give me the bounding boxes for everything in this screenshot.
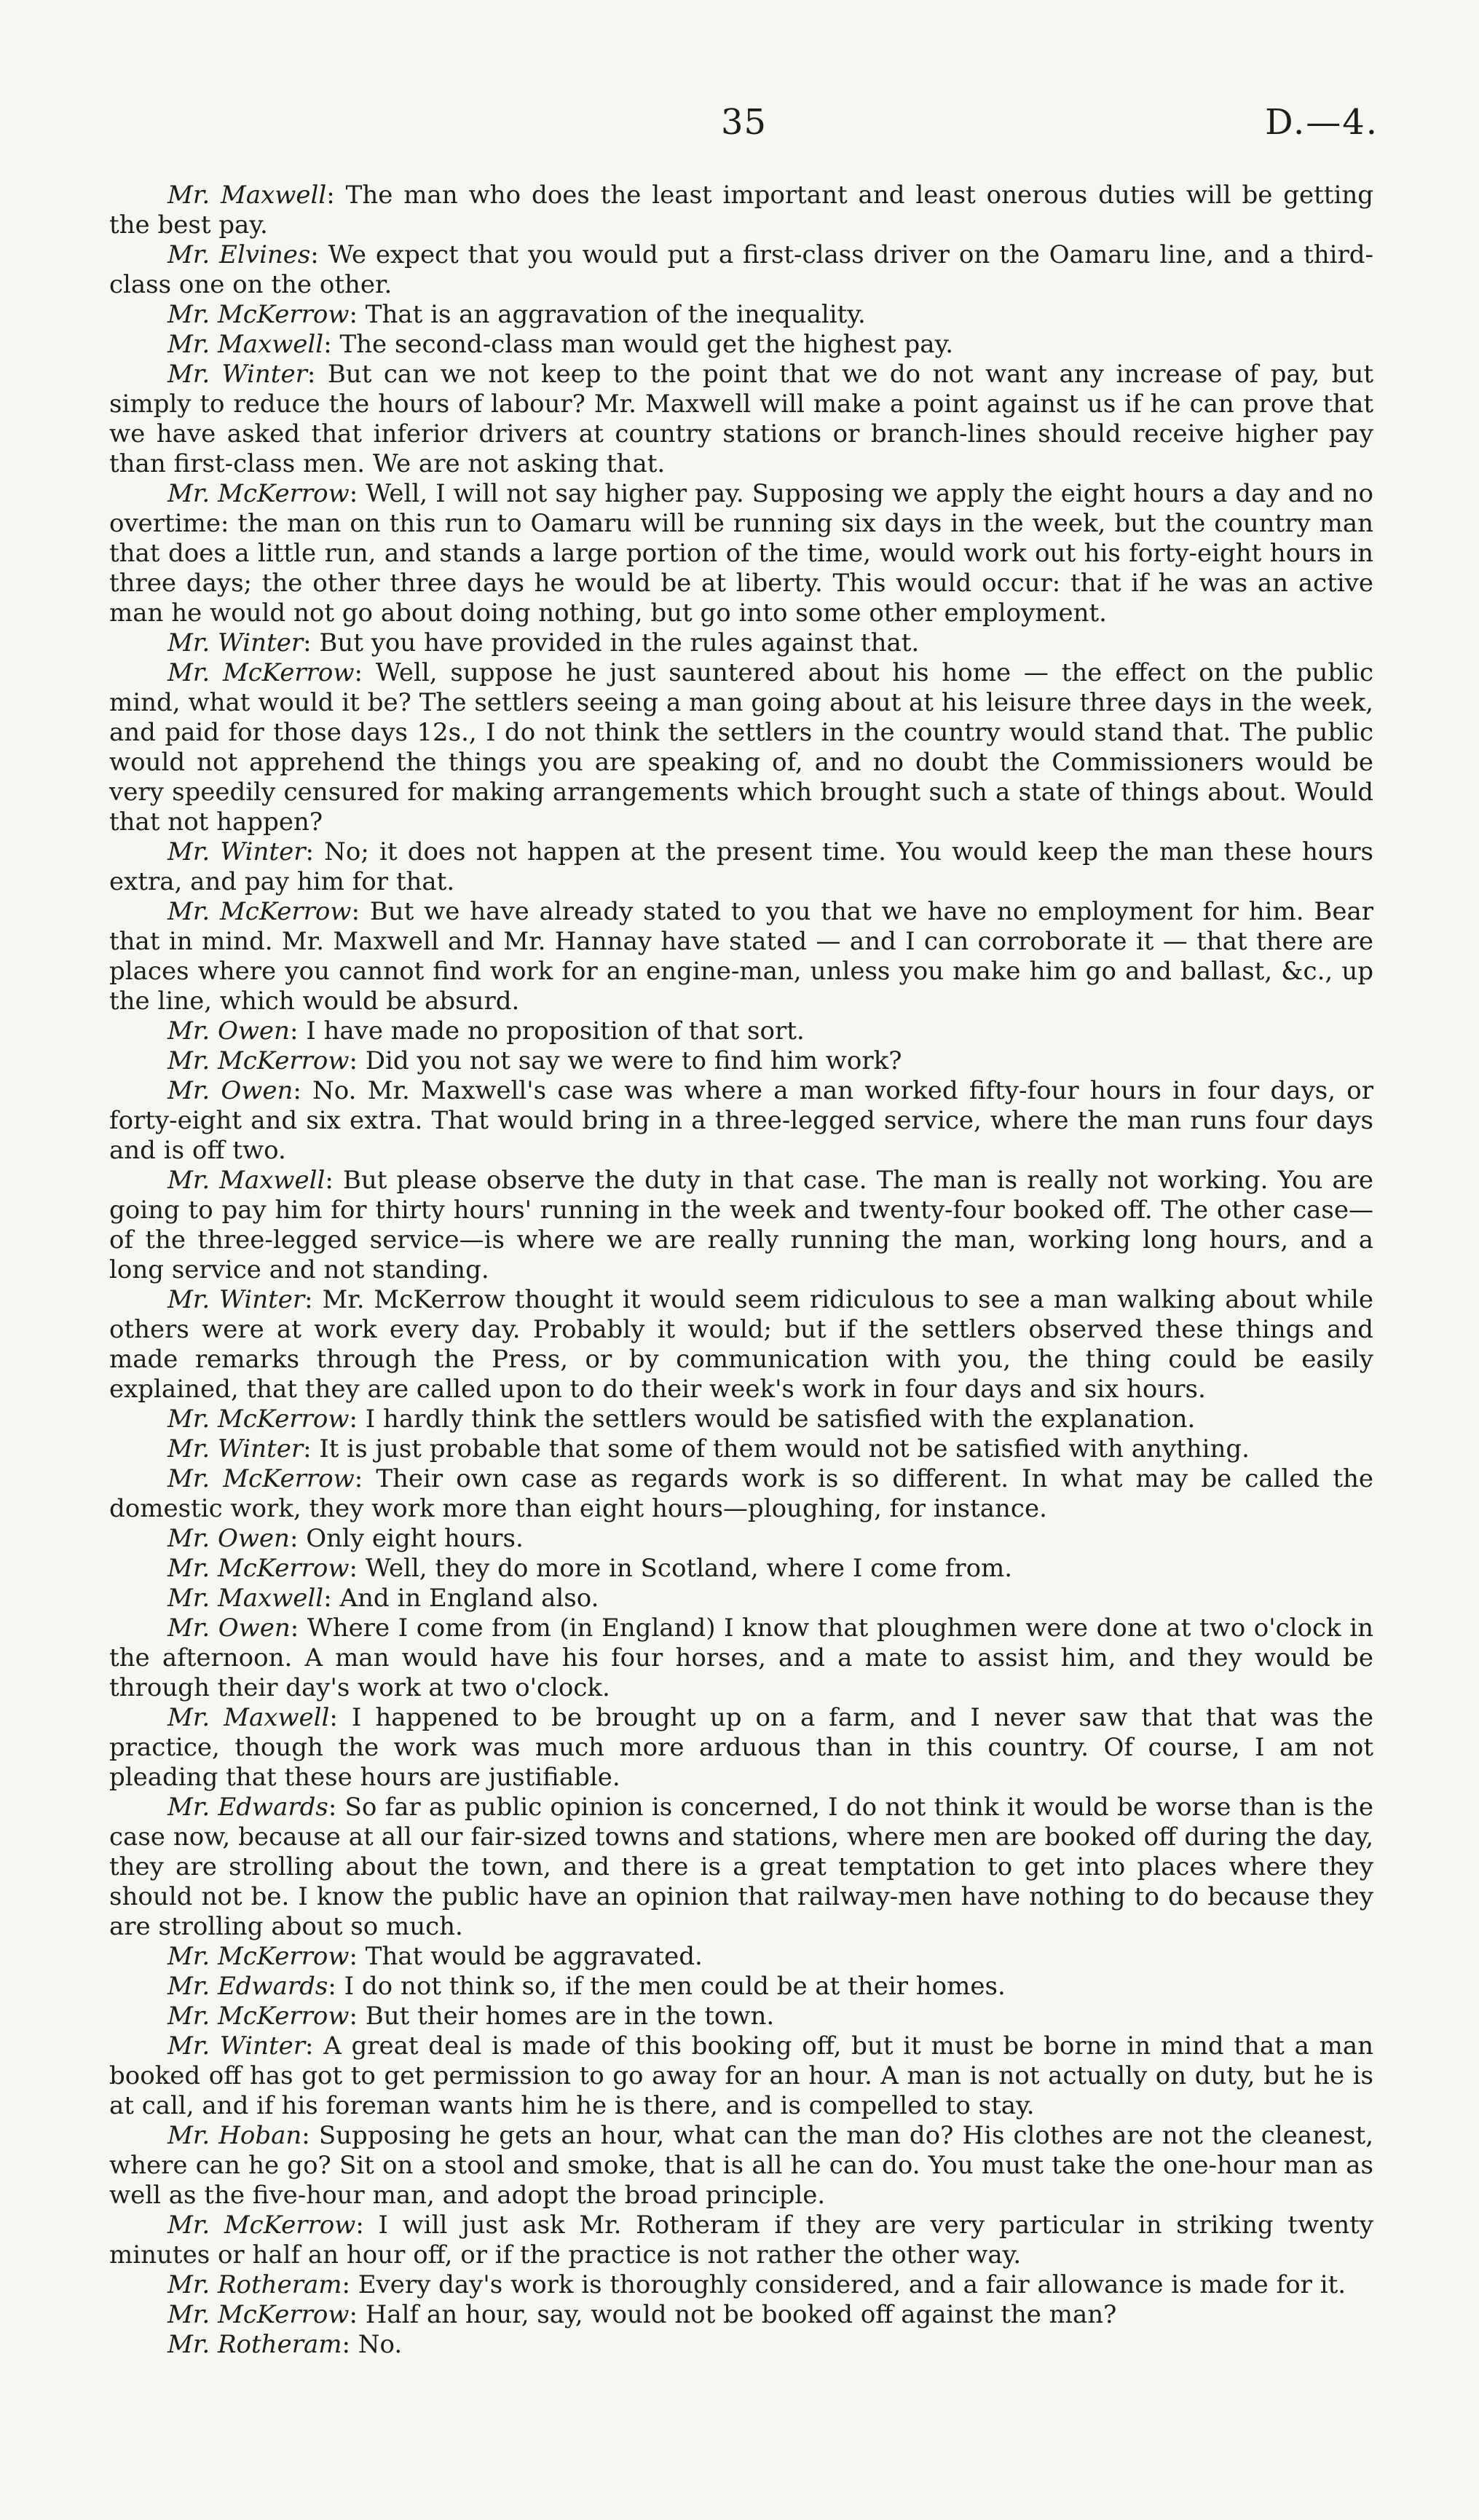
speech-text: Supposing he gets an hour, what can the man do? His clothes are not the cleanest, where can he go? Sit on a stool and smoke, that is all he can do. You must take the one-hour man as well as the five-hour man, and adopt the broad principle. — [109, 2121, 1374, 2210]
transcript-body — [109, 181, 1373, 2360]
transcript-paragraph: Mr. McKerrow: I will just ask Mr. Rotheram if they are very particular in striking twenty minutes or half an hour off, or if the practice is not rather the other way. — [109, 2211, 1373, 2270]
speech-text: The second-class man would get the highest pay. — [339, 330, 954, 359]
speaker-name: Mr. Rotheram — [167, 2270, 342, 2299]
speech-text: The man who does the least important and least onerous duties will be getting the best pay. — [109, 181, 1373, 240]
speaker-name: Mr. Maxwell — [167, 1584, 324, 1613]
speaker-name: Mr. McKerrow — [167, 479, 350, 508]
speaker-name: Mr. McKerrow — [167, 2002, 350, 2031]
speaker-name: Mr. Owen — [167, 1524, 290, 1553]
transcript-paragraph: Mr. Owen: Only eight hours. — [167, 1524, 524, 1553]
transcript-paragraph: Mr. Winter: Mr. McKerrow thought it would seem ridiculous to see a man walking about while others were at work every day. Probably it would; but if the settlers observed these things and made remarks through the Press, or by communication with you, the thing could be easily explained, that they are called upon to do their week's work in four days and six hours. — [109, 1285, 1374, 1404]
transcript-paragraph: Mr. Maxwell: But please observe the duty in that case. The man is really not working. You are going to pay him for thirty hours' running in the week and twenty-four booked off. The other case—of the three-legged service—is where we are really running the man, working long hours, and a long service and not standing. — [109, 1166, 1373, 1284]
transcript-paragraph: Mr. Edwards: So far as public opinion is concerned, I do not think it would be worse than is the case now, because at all our fair-sized towns and stations, where men are booked off during the day, they are strolling about the town, and there is a great temptation to get into places where they should not be. I know the public have an opinion that railway-men have nothing to do because they are strolling about so much. — [109, 1793, 1374, 1941]
speech-text: We expect that you would put a first-class driver on the Oamaru line, and a third-class one on the other. — [109, 240, 1373, 299]
speaker-name: Mr. Winter — [167, 628, 304, 657]
speaker-name: Mr. Winter — [167, 2031, 306, 2061]
transcript-paragraph: Mr. McKerrow: Well, I will not say higher pay. Supposing we apply the eight hours a day and no overtime: the man on this run to Oamaru will be running six days in the week, but the country man that does a little run, and stands a large portion of the time, would work out his forty-eight hours in three days; the other three days he would be at liberty. This would occur: that if he was an active man he would not go about doing nothing, but go into some other employment. — [109, 479, 1373, 628]
page-header — [0, 102, 1479, 160]
speech-text: Well, they do more in Scotland, where I come from. — [365, 1554, 1013, 1583]
speaker-name: Mr. Winter — [167, 837, 306, 866]
speech-text: A great deal is made of this booking off, but it must be borne in mind that a man booked off has got to get permission to go away for an hour. A man is not actually on duty, but he is at call, and if his foreman wants him he is there, and is compelled to stay. — [109, 2031, 1373, 2120]
speech-text: But you have provided in the rules against that. — [319, 628, 920, 657]
speaker-name: Mr. McKerrow — [167, 1046, 350, 1075]
speech-text: Where I come from (in England) I know that ploughmen were done at two o'clock in the afternoon. A man would have his four horses, and a mate to assist him, and they would be through their day's work at two o'clock. — [109, 1613, 1373, 1702]
speaker-name: Mr. McKerrow — [167, 1554, 350, 1583]
speaker-name: Mr. Owen — [167, 1613, 291, 1643]
speech-text: But can we not keep to the point that we do not want any increase of pay, but simply to reduce the hours of labour? Mr. Maxwell will make a point against us if he can prove that we have asked that inferior drivers at country stations or branch-lines should receive higher pay than first-class men. We are not asking that. — [109, 360, 1373, 478]
speech-text: I have made no proposition of that sort. — [306, 1016, 805, 1046]
speech-text: Every day's work is thoroughly considered, and a fair allowance is made for it. — [358, 2270, 1346, 2299]
transcript-paragraph: Mr. McKerrow: But we have already stated to you that we have no employment for him. Bear that in mind. Mr. Maxwell and Mr. Hannay have stated — and I can corroborate it — that there are places where you cannot find work for an engine-man, unless you make him go and ballast, &c., up the line, which would be absurd. — [109, 897, 1373, 1016]
speech-text: Mr. McKerrow thought it would seem ridiculous to see a man walking about while others were at work every day. Probably it would; but if the settlers observed these things and made remarks through the Press, or by communication with you, the thing could be easily explained, that they are called upon to do their week's work in four days and six hours. — [109, 1285, 1374, 1404]
speech-text: That would be aggravated. — [365, 1942, 703, 1971]
speaker-name: Mr. McKerrow — [167, 2211, 356, 2240]
speech-text: No. Mr. Maxwell's case was where a man worked fifty-four hours in four days, or forty-eight and six extra. That would bring in a three-legged service, where the man runs four days and is off two. — [109, 1076, 1373, 1165]
speaker-name: Mr. Winter — [167, 1434, 304, 1464]
speech-text: I happened to be brought up on a farm, and I never saw that that was the practice, though the work was much more arduous than in this country. Of course, I am not pleading that these hours are justifiable. — [109, 1703, 1373, 1792]
transcript-paragraph: Mr. Winter: But can we not keep to the point that we do not want any increase of pay, but simply to reduce the hours of labour? Mr. Maxwell will make a point against us if he can prove that we have asked that inferior drivers at country stations or branch-lines should receive higher pay than first-class men. We are not asking that. — [109, 360, 1373, 478]
speech-text: But we have already stated to you that we have no employment for him. Bear that in mind. Mr. Maxwell and Mr. Hannay have stated — and I can corroborate it — that there are places where you cannot find work for an engine-man, unless you make him go and ballast, &c., up the line, which would be absurd. — [109, 897, 1373, 1016]
transcript-paragraph: Mr. McKerrow: Well, they do more in Scotland, where I come from. — [167, 1554, 1013, 1583]
speaker-name: Mr. Edwards — [167, 1793, 328, 1822]
speaker-name: Mr. Edwards — [167, 1972, 328, 2001]
transcript-paragraph: Mr. McKerrow: I hardly think the settlers would be satisfied with the explanation. — [167, 1405, 1196, 1434]
transcript-paragraph: Mr. McKerrow: Well, suppose he just sauntered about his home — the effect on the public mind, what would it be? The settlers seeing a man going about at his leisure three days in the week, and paid for those days 12s., I do not think the settlers in the country would stand that. The public would not apprehend the things you are speaking of, and no doubt the Commissioners would be very speedily censured for making arrangements which brought such a state of things about. Would that not happen? — [109, 658, 1373, 837]
transcript-paragraph: Mr. Rotheram: Every day's work is thoroughly considered, and a fair allowance is made for it. — [167, 2270, 1346, 2299]
transcript-paragraph: Mr. McKerrow: Half an hour, say, would not be booked off against the man? — [167, 2300, 1117, 2329]
transcript-paragraph: Mr. McKerrow: But their homes are in the town. — [167, 2002, 775, 2031]
speaker-name: Mr. McKerrow — [167, 300, 350, 329]
transcript-paragraph: Mr. Winter: It is just probable that some of them would not be satisfied with anything. — [167, 1434, 1250, 1464]
speaker-name: Mr. McKerrow — [167, 1405, 350, 1434]
transcript-paragraph: Mr. McKerrow: That would be aggravated. — [167, 1942, 703, 1971]
transcript-paragraph: Mr. Maxwell: The second-class man would get the highest pay. — [167, 330, 954, 359]
speaker-name: Mr. Maxwell — [167, 330, 324, 359]
speech-text: Only eight hours. — [306, 1524, 524, 1553]
transcript-paragraph: Mr. Winter: A great deal is made of this booking off, but it must be borne in mind that a man booked off has got to get permission to go away for an hour. A man is not actually on duty, but he is at call, and if his foreman wants him he is there, and is compelled to stay. — [109, 2031, 1373, 2120]
speaker-name: Mr. Winter — [167, 360, 307, 389]
speaker-name: Mr. McKerrow — [167, 1464, 355, 1493]
transcript-paragraph: Mr. Maxwell: I happened to be brought up on a farm, and I never saw that that was the practice, though the work was much more arduous than in this country. Of course, I am not pleading that these hours are justifiable. — [109, 1703, 1373, 1792]
transcript-paragraph: Mr. Hoban: Supposing he gets an hour, what can the man do? His clothes are not the cleanest, where can he go? Sit on a stool and smoke, that is all he can do. You must take the one-hour man as well as the five-hour man, and adopt the broad principle. — [109, 2121, 1374, 2210]
speaker-name: Mr. McKerrow — [167, 2300, 350, 2329]
speech-text: Well, I will not say higher pay. Supposing we apply the eight hours a day and no overtime: the man on this run to Oamaru will be running six days in the week, but the country man that does a little run, and stands a large portion of the time, would work out his forty-eight hours in three days; the other three days he would be at liberty. This would occur: that if he was an active man he would not go about doing nothing, but go into some other employment. — [109, 479, 1373, 628]
document-reference: D.—4. — [1265, 102, 1379, 143]
speaker-name: Mr. Owen — [167, 1076, 293, 1105]
transcript-paragraph: Mr. Winter: But you have provided in the rules against that. — [167, 628, 920, 657]
speech-text: No. — [358, 2330, 403, 2359]
speech-text: Did you not say we were to find him work? — [365, 1046, 902, 1075]
speech-text: Well, suppose he just sauntered about his home — the effect on the public mind, what would it be? The settlers seeing a man going about at his leisure three days in the week, and paid for those days 12s., I do not think the settlers in the country would stand that. The public would not apprehend the things you are speaking of, and no doubt the Commissioners would be very speedily censured for making arrangements which brought such a state of things about. Would that not happen? — [109, 658, 1373, 837]
transcript-paragraph: Mr. McKerrow: Did you not say we were to find him work? — [167, 1046, 902, 1075]
transcript-paragraph: Mr. Winter: No; it does not happen at the present time. You would keep the man these hours extra, and pay him for that. — [109, 837, 1374, 896]
transcript-paragraph: Mr. Maxwell: The man who does the least important and least onerous duties will be getting the best pay. — [109, 181, 1373, 240]
transcript-paragraph: Mr. Owen: Where I come from (in England) I know that ploughmen were done at two o'clock in the afternoon. A man would have his four horses, and a mate to assist him, and they would be through their day's work at two o'clock. — [109, 1613, 1373, 1702]
transcript-paragraph: Mr. McKerrow: Their own case as regards work is so different. In what may be called the domestic work, they work more than eight hours—ploughing, for instance. — [109, 1464, 1373, 1523]
transcript-paragraph: Mr. Elvines: We expect that you would put a first-class driver on the Oamaru line, and a third-class one on the other. — [109, 240, 1373, 299]
transcript-paragraph: Mr. Maxwell: And in England also. — [167, 1584, 599, 1613]
speech-text: That is an aggravation of the inequality. — [365, 300, 866, 329]
transcript-paragraph: Mr. Rotheram: No. — [167, 2330, 403, 2359]
speech-text: But their homes are in the town. — [365, 2002, 775, 2031]
transcript-paragraph: Mr. Owen: I have made no proposition of that sort. — [167, 1016, 805, 1046]
speech-text: I hardly think the settlers would be satisfied with the explanation. — [365, 1405, 1196, 1434]
speaker-name: Mr. McKerrow — [167, 1942, 350, 1971]
speech-text: It is just probable that some of them would not be satisfied with anything. — [319, 1434, 1250, 1464]
speaker-name: Mr. Maxwell — [167, 1703, 330, 1732]
speaker-name: Mr. Maxwell — [167, 181, 327, 210]
speaker-name: Mr. McKerrow — [167, 658, 355, 687]
speech-text: I will just ask Mr. Rotheram if they are very particular in striking twenty minutes or half an hour off, or if the practice is not rather the other way. — [109, 2211, 1373, 2270]
speaker-name: Mr. Elvines — [167, 240, 311, 269]
speaker-name: Mr. Winter — [167, 1285, 305, 1314]
speech-text: So far as public opinion is concerned, I do not think it would be worse than is the case now, because at all our fair-sized towns and stations, where men are booked off during the day, they are strolling about the town, and there is a great temptation to get into places where they should not be. I know the public have an opinion that railway-men have nothing to do because they are strolling about so much. — [109, 1793, 1374, 1941]
speech-text: No; it does not happen at the present time. You would keep the man these hours extra, and pay him for that. — [109, 837, 1374, 896]
speaker-name: Mr. Maxwell — [167, 1166, 326, 1195]
speech-text: I do not think so, if the men could be at their homes. — [344, 1972, 1006, 2001]
speaker-name: Mr. Owen — [167, 1016, 290, 1046]
transcript-paragraph: Mr. Edwards: I do not think so, if the men could be at their homes. — [167, 1972, 1006, 2001]
speech-text: Their own case as regards work is so different. In what may be called the domestic work, they work more than eight hours—ploughing, for instance. — [109, 1464, 1373, 1523]
speaker-name: Mr. Hoban — [167, 2121, 302, 2150]
transcript-paragraph: Mr. Owen: No. Mr. Maxwell's case was where a man worked fifty-four hours in four days, or forty-eight and six extra. That would bring in a three-legged service, where the man runs four days and is off two. — [109, 1076, 1373, 1165]
page-number: 35 — [721, 102, 768, 143]
speaker-name: Mr. McKerrow — [167, 897, 352, 926]
transcript-paragraph: Mr. McKerrow: That is an aggravation of the inequality. — [167, 300, 866, 329]
speaker-name: Mr. Rotheram — [167, 2330, 342, 2359]
speech-text: And in England also. — [339, 1584, 599, 1613]
speech-text: But please observe the duty in that case. The man is really not working. You are going to pay him for thirty hours' running in the week and twenty-four booked off. The other case—of the three-legged service—is where we are really running the man, working long hours, and a long service and not standing. — [109, 1166, 1373, 1284]
speech-text: Half an hour, say, would not be booked off against the man? — [365, 2300, 1117, 2329]
